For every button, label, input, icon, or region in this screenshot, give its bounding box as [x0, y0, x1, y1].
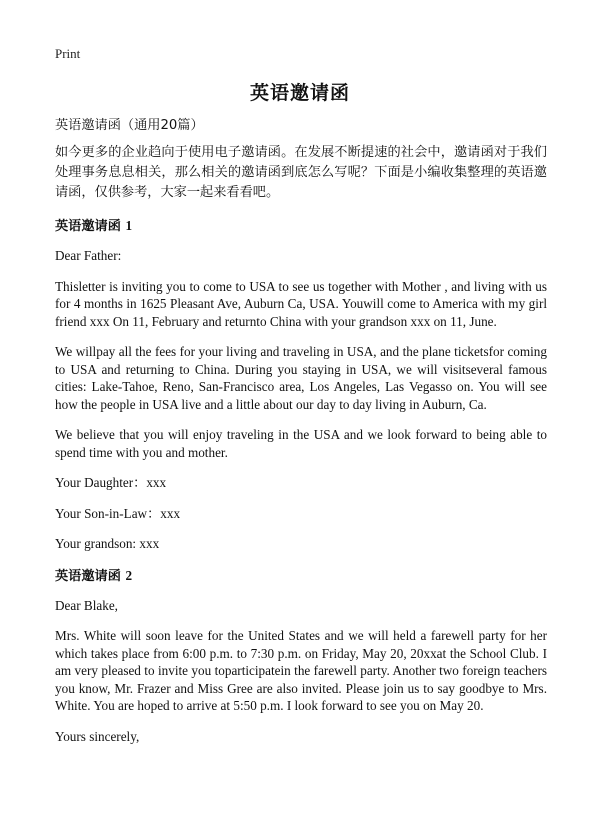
letter-1-heading-text: 英语邀请函 [55, 219, 121, 234]
letter-2-heading-text: 英语邀请函 [55, 568, 121, 584]
letter-1-paragraph-2: We willpay all the fees for your living and traveling in USA, and the plane ticketsfor coming to USA and returning to China. During you staying in USA, we will visitseveral famous cities: Lake-Tahoe, Reno, San-Francisco area, Los Angeles, Las Vegasso on. You will see how the people in USA live and a little about our day to day living in Auburn, Ca. [55, 344, 547, 412]
letter-1-closing-son-in-law: Your Son-in-Law：xxx [55, 505, 181, 521]
letter-1-heading [55, 216, 547, 237]
letter-2-heading-number: 2 [125, 567, 133, 583]
page-title: 英语邀请函 [249, 82, 350, 104]
print-link[interactable]: Print [55, 46, 81, 61]
letter-1-closing-daughter: Your Daughter：xxx [55, 475, 167, 490]
document-body [55, 116, 547, 745]
letter-2-paragraph-1: Mrs. White will soon leave for the United States and we will held a farewell party for her which takes place from 6:00 p.m. to 7:30 p.m. on Friday, May 20, 20xxat the School Club. I am very pleased to invite you toparticipatein the farewell party. Another two foreign teachers you know, Mr. Frazer and Miss Gree are also invited. Please join us to say goodbye to Mrs. White. You are hoped to arrive at 5:50 p.m. I look forward to see you on May 20. [55, 628, 547, 713]
document-subtitle: 英语邀请函（通用20篇） [55, 118, 204, 133]
letter-1-heading-number: 1 [125, 218, 133, 233]
intro-paragraph: 如今更多的企业趋向于使用电子邀请函。在发展不断提速的社会中，邀请函对于我们处理事务息息相关，那么相关的邀请函到底怎么写呢？下面是小编收集整理的英语邀请函，仅供参考，大家一起来看看吧。 [55, 145, 547, 200]
letter-1-paragraph-1: Thisletter is inviting you to come to USA to see us together with Mother , and living with us for 4 months in 1625 Pleasant Ave, Auburn Ca, USA. Youwill come to America with my girl friend xxx On 11, February and returnto China with your grandson xxx on 11, June. [55, 278, 547, 329]
letter-2-salutation: Dear Blake, [55, 597, 118, 613]
letter-2-closing: Yours sincerely, [55, 728, 140, 744]
letter-2-heading [55, 566, 547, 587]
letter-1-closing-grandson: Your grandson: xxx [55, 536, 160, 551]
letter-1-paragraph-3: We believe that you will enjoy traveling in the USA and we look forward to being able to spend time with you and mother. [55, 427, 547, 460]
letter-1-salutation: Dear Father: [55, 248, 122, 263]
